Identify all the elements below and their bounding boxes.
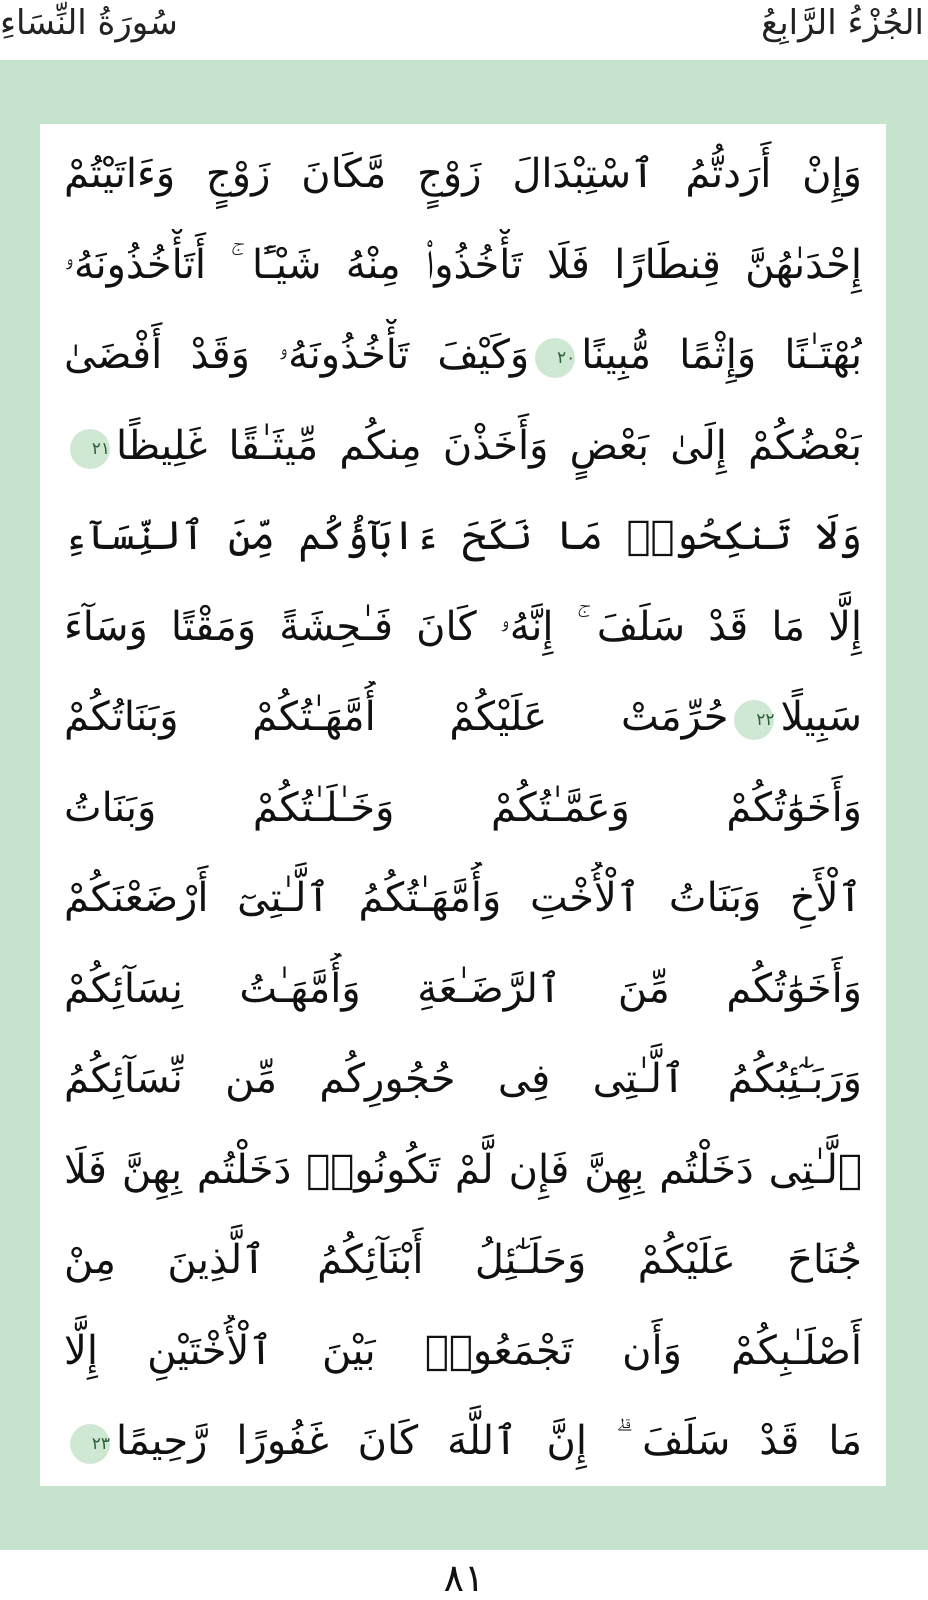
page-header [0,0,928,62]
verse-text: وَلَا تَنكِحُوا۟ مَا نَكَحَ ءَابَآؤُكُم مِّنَ ٱلنِّسَآءِ [64,513,862,559]
mushaf-page [40,124,886,1486]
verse-text: وَكَيْفَ تَأْخُذُونَهُۥ وَقَدْ أَفْضَىٰ [64,332,530,378]
ayah-number-marker: ٢٠ [535,338,575,378]
frame-scallop-top [0,58,928,72]
verse-line [64,319,862,391]
verse-text: سَبِيلًا [780,694,862,740]
verse-line [64,138,862,210]
verse-line [64,681,862,753]
verse-line [64,953,862,1025]
ayah-number-marker: ٢٢ [734,700,774,740]
verse-line [64,410,862,482]
surah-name: سُورَةُ النِّسَاءِ [0,3,178,43]
verse-text: حُرِّمَتْ عَلَيْكُمْ أُمَّهَـٰتُكُمْ وَبَنَاتُكُمْ [64,694,729,740]
verse-text: وَرَبَـٰٓئِبُكُمُ ٱلَّـٰتِى فِى حُجُورِكُم مِّن نِّسَآئِكُمُ [64,1056,862,1102]
verse-line [64,229,862,301]
verse-text: ٱلَّـٰتِى دَخَلْتُم بِهِنَّ فَإِن لَّمْ تَكُونُوا۟ دَخَلْتُم بِهِنَّ فَلَا [64,1146,862,1193]
verse-text: وَأَخَوَٰتُكُم مِّنَ ٱلرَّضَـٰعَةِ وَأُمَّهَـٰتُ نِسَآئِكُمْ [64,965,862,1012]
ayah-number-marker: ٢٣ [70,1424,110,1464]
verse-line [64,772,862,844]
verse-text: بُهْتَـٰنًا وَإِثْمًا مُّبِينًا [581,332,862,378]
juz-name: الجُزْءُ الرَّابِعُ [761,3,924,43]
verse-line [64,1315,862,1387]
verse-line [64,1043,862,1115]
verse-text: مَا قَدْ سَلَفَ ۗ إِنَّ ٱللَّهَ كَانَ غَفُورًا رَّحِيمًا [116,1418,862,1464]
verse-text: بَعْضُكُمْ إِلَىٰ بَعْضٍ وَأَخَذْنَ مِنكُم مِّيثَـٰقًا غَلِيظًا [116,422,862,469]
verse-text: ٱلْأَخِ وَبَنَاتُ ٱلْأُخْتِ وَأُمَّهَـٰتُكُمُ ٱلَّـٰتِىٓ أَرْضَعْنَكُمْ [64,875,862,921]
verse-line [64,500,862,572]
verse-text: إِلَّا مَا قَدْ سَلَفَ ۚ إِنَّهُۥ كَانَ فَـٰحِشَةً وَمَقْتًا وَسَآءَ [64,603,862,650]
verse-text: جُنَاحَ عَلَيْكُمْ وَحَلَـٰٓئِلُ أَبْنَآئِكُمُ ٱلَّذِينَ مِنْ [64,1237,862,1283]
verse-text: وَإِنْ أَرَدتُّمُ ٱسْتِبْدَالَ زَوْجٍ مَّكَانَ زَوْجٍ وَءَاتَيْتُمْ [64,151,862,197]
verse-text: أَصْلَـٰبِكُمْ وَأَن تَجْمَعُوا۟ بَيْنَ ٱلْأُخْتَيْنِ إِلَّا [64,1327,862,1374]
verse-line [64,1134,862,1206]
verse-line [64,1224,862,1296]
verse-line [64,862,862,934]
verse-line [64,1405,862,1477]
verse-line [64,591,862,663]
verse-text: إِحْدَىٰهُنَّ قِنطَارًا فَلَا تَأْخُذُوا۟ مِنْهُ شَيْـًٔا ۚ أَتَأْخُذُونَهُۥ [64,241,862,288]
verse-text: وَأَخَوَٰتُكُمْ وَعَمَّـٰتُكُمْ وَخَـٰلَـٰتُكُمْ وَبَنَاتُ [64,784,862,831]
ayah-number-marker: ٢١ [70,429,110,469]
page-number: ٨١ [443,1556,485,1600]
